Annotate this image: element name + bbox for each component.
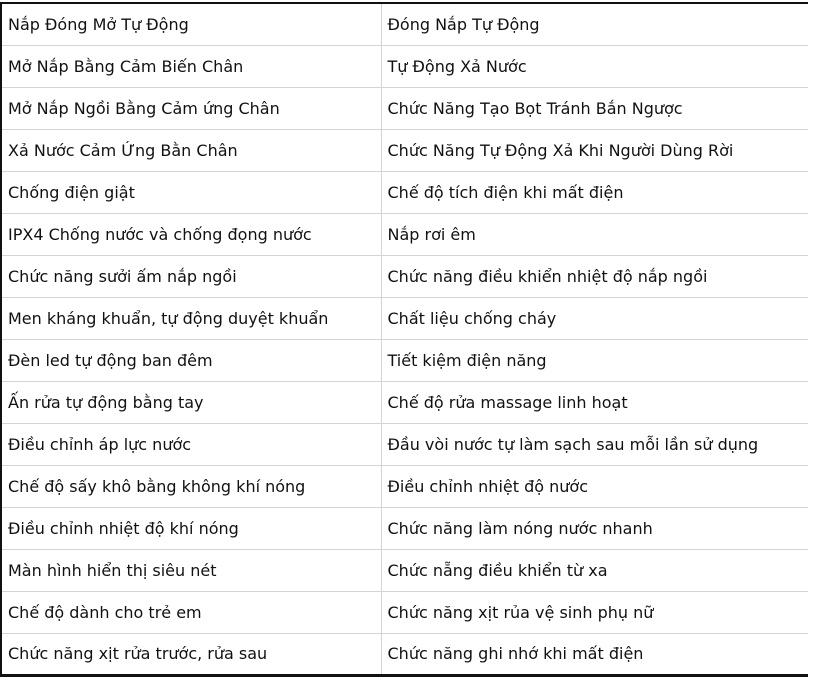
feature-cell-right[interactable]: Chức Năng Tạo Bọt Tránh Bắn Ngược bbox=[381, 87, 809, 129]
feature-cell-left[interactable]: Chế độ dành cho trẻ em bbox=[1, 591, 381, 633]
feature-cell-right[interactable]: Chế độ tích điện khi mất điện bbox=[381, 171, 809, 213]
feature-cell-right[interactable]: Chức nẵng điều khiển từ xa bbox=[381, 549, 809, 591]
feature-cell-left[interactable]: IPX4 Chống nước và chống đọng nước bbox=[1, 213, 381, 255]
feature-cell-right[interactable]: Đầu vòi nước tự làm sạch sau mỗi lần sử dụng bbox=[381, 423, 809, 465]
table-row bbox=[1, 633, 809, 675]
feature-cell-right[interactable]: Chất liệu chống cháy bbox=[381, 297, 809, 339]
feature-cell-right[interactable]: Tự Động Xả Nước bbox=[381, 45, 809, 87]
feature-cell-right[interactable]: Chức năng xịt rủa vệ sinh phụ nữ bbox=[381, 591, 809, 633]
feature-cell-right[interactable]: Nắp rơi êm bbox=[381, 213, 809, 255]
feature-cell-left[interactable]: Ấn rửa tự động bằng tay bbox=[1, 381, 381, 423]
table-row bbox=[1, 255, 809, 297]
feature-cell-right[interactable]: Đóng Nắp Tự Động bbox=[381, 3, 809, 45]
table-row bbox=[1, 381, 809, 423]
table-row bbox=[1, 423, 809, 465]
feature-cell-right[interactable]: Chức Năng Tự Động Xả Khi Người Dùng Rời bbox=[381, 129, 809, 171]
feature-cell-left[interactable]: Men kháng khuẩn, tự động duyệt khuẩn bbox=[1, 297, 381, 339]
feature-cell-right[interactable]: Điều chỉnh nhiệt độ nước bbox=[381, 465, 809, 507]
feature-cell-right[interactable]: Chức năng làm nóng nước nhanh bbox=[381, 507, 809, 549]
feature-cell-left[interactable]: Điều chỉnh nhiệt độ khí nóng bbox=[1, 507, 381, 549]
right-margin bbox=[808, 0, 814, 698]
feature-cell-left[interactable]: Chức năng xịt rửa trước, rửa sau bbox=[1, 633, 381, 675]
feature-cell-left[interactable]: Chế độ sấy khô bằng không khí nóng bbox=[1, 465, 381, 507]
table-row bbox=[1, 87, 809, 129]
table-row bbox=[1, 339, 809, 381]
table-row bbox=[1, 549, 809, 591]
feature-cell-left[interactable]: Đèn led tự động ban đêm bbox=[1, 339, 381, 381]
feature-cell-left[interactable]: Điều chỉnh áp lực nước bbox=[1, 423, 381, 465]
table-row bbox=[1, 507, 809, 549]
feature-cell-left[interactable]: Nắp Đóng Mở Tự Động bbox=[1, 3, 381, 45]
table-row bbox=[1, 45, 809, 87]
table-row bbox=[1, 213, 809, 255]
feature-cell-right[interactable]: Chế độ rửa massage linh hoạt bbox=[381, 381, 809, 423]
table-row bbox=[1, 465, 809, 507]
table-row bbox=[1, 591, 809, 633]
feature-cell-left[interactable]: Chức năng sưởi ấm nắp ngồi bbox=[1, 255, 381, 297]
table-row bbox=[1, 3, 809, 45]
feature-cell-right[interactable]: Chức năng ghi nhớ khi mất điện bbox=[381, 633, 809, 675]
feature-cell-left[interactable]: Mở Nắp Ngồi Bằng Cảm ứng Chân bbox=[1, 87, 381, 129]
table-row bbox=[1, 129, 809, 171]
feature-cell-right[interactable]: Chức năng điều khiển nhiệt độ nắp ngồi bbox=[381, 255, 809, 297]
feature-cell-left[interactable]: Xả Nước Cảm Ứng Bằn Chân bbox=[1, 129, 381, 171]
feature-cell-left[interactable]: Chống điện giật bbox=[1, 171, 381, 213]
table-row bbox=[1, 297, 809, 339]
feature-cell-left[interactable]: Màn hình hiển thị siêu nét bbox=[1, 549, 381, 591]
feature-cell-left[interactable]: Mở Nắp Bằng Cảm Biến Chân bbox=[1, 45, 381, 87]
table-row bbox=[1, 171, 809, 213]
feature-table bbox=[0, 2, 810, 677]
feature-cell-right[interactable]: Tiết kiệm điện năng bbox=[381, 339, 809, 381]
